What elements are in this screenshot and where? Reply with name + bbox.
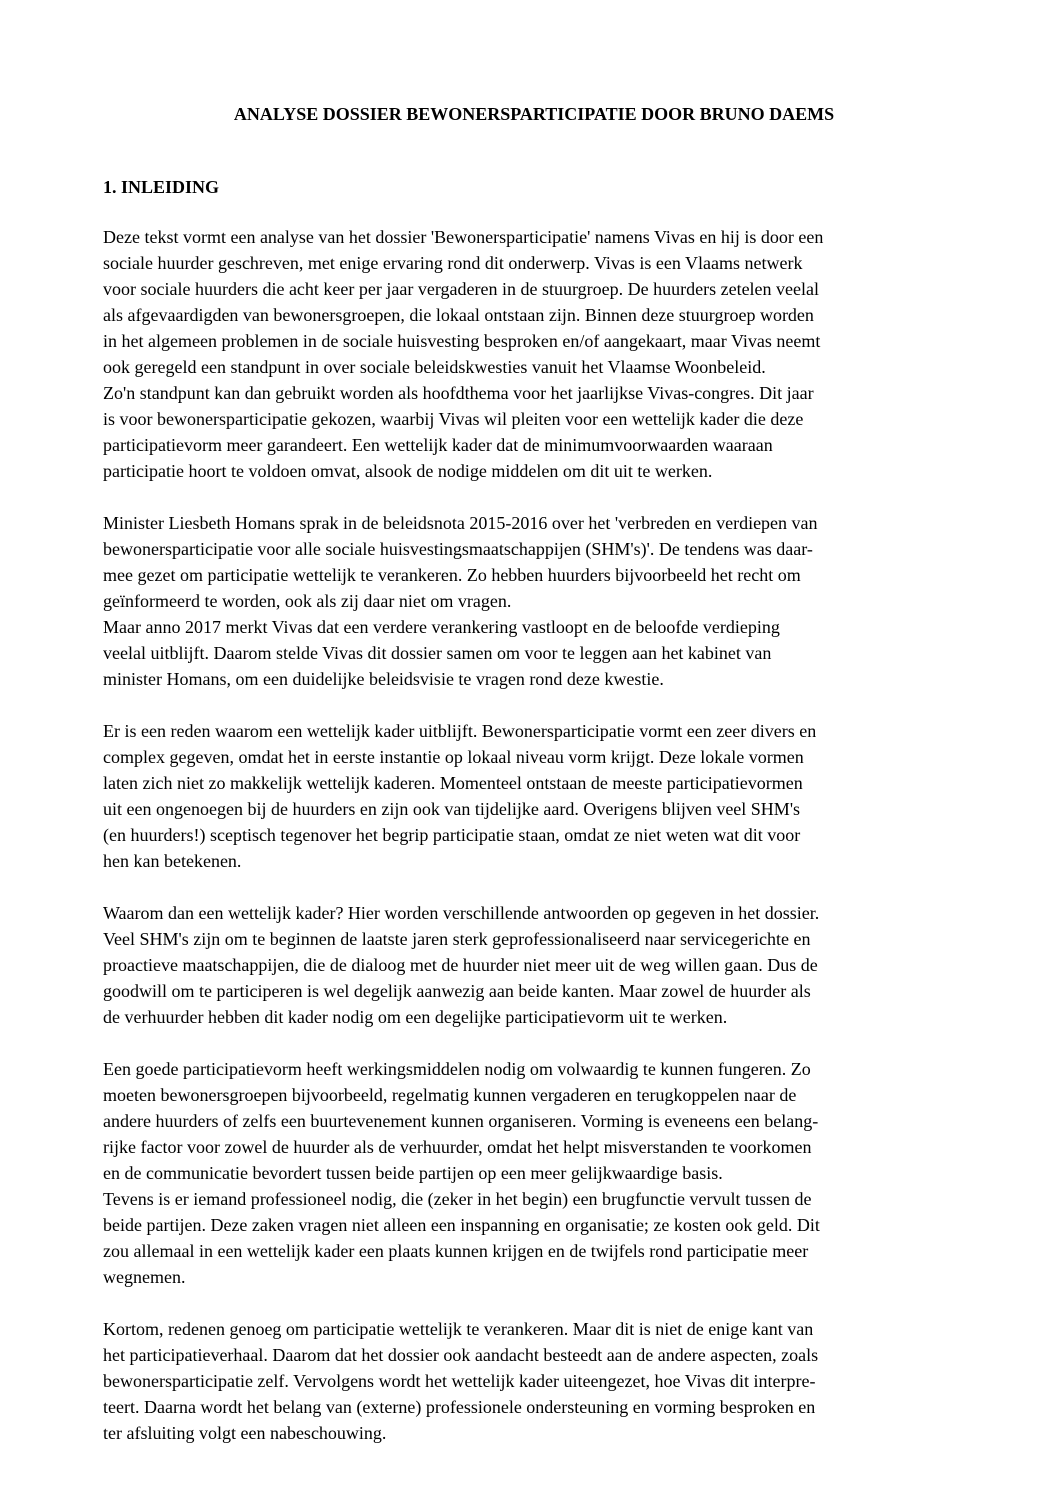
paragraph-line: Er is een reden waarom een wettelijk kader uitblijft. Bewonersparticipatie vormt een zeer divers en (103, 721, 817, 741)
paragraph-6 (103, 1316, 965, 1446)
paragraph-line: participatie hoort te voldoen omvat, alsook de nodige middelen om dit uit te werken. (103, 461, 713, 481)
paragraph-line: Deze tekst vormt een analyse van het dossier 'Bewonersparticipatie' namens Vivas en hij is door een (103, 227, 824, 247)
paragraph-line: Veel SHM's zijn om te beginnen de laatste jaren sterk geprofessionaliseerd naar servicegerichte en (103, 929, 811, 949)
paragraph-line: teert. Daarna wordt het belang van (externe) professionele ondersteuning en vorming besproken en (103, 1397, 816, 1417)
paragraph-line: het participatieverhaal. Daarom dat het dossier ook aandacht besteedt aan de andere aspecten, zoals (103, 1345, 819, 1365)
paragraph-line: laten zich niet zo makkelijk wettelijk kaderen. Momenteel ontstaan de meeste participatievormen (103, 773, 803, 793)
paragraph-line: veelal uitblijft. Daarom stelde Vivas dit dossier samen om voor te leggen aan het kabinet van (103, 643, 772, 663)
paragraph-line: voor sociale huurders die acht keer per jaar vergaderen in de stuurgroep. De huurders zetelen veelal (103, 279, 820, 299)
paragraph-line: bewonersparticipatie zelf. Vervolgens wordt het wettelijk kader uiteengezet, hoe Vivas dit interpre- (103, 1371, 816, 1391)
paragraph-line: en de communicatie bevordert tussen beide partijen op een meer gelijkwaardige basis. (103, 1163, 723, 1183)
paragraph-line: als afgevaardigden van bewonersgroepen, die lokaal ontstaan zijn. Binnen deze stuurgroep worden (103, 305, 814, 325)
paragraph-line: Zo'n standpunt kan dan gebruikt worden als hoofdthema voor het jaarlijkse Vivas-congres. Dit jaar (103, 383, 814, 403)
paragraph-line: wegnemen. (103, 1267, 186, 1287)
paragraph-2 (103, 510, 965, 692)
paragraph-5 (103, 1056, 965, 1290)
paragraph-line: proactieve maatschappijen, die de dialoog met de huurder niet meer uit de weg willen gaan. Dus de (103, 955, 818, 975)
paragraph-line: Een goede participatievorm heeft werkingsmiddelen nodig om volwaardig te kunnen fungeren. Zo (103, 1059, 811, 1079)
paragraph-line: sociale huurder geschreven, met enige ervaring rond dit onderwerp. Vivas is een Vlaams netwerk (103, 253, 803, 273)
paragraph-line: in het algemeen problemen in de sociale huisvesting besproken en/of aangekaart, maar Vivas neemt (103, 331, 821, 351)
paragraph-line: Maar anno 2017 merkt Vivas dat een verdere verankering vastloopt en de beloofde verdieping (103, 617, 780, 637)
page-content (103, 101, 965, 1472)
paragraph-line: ter afsluiting volgt een nabeschouwing. (103, 1423, 387, 1443)
paragraph-line: complex gegeven, omdat het in eerste instantie op lokaal niveau vorm krijgt. Deze lokale vormen (103, 747, 804, 767)
paragraph-line: (en huurders!) sceptisch tegenover het begrip participatie staan, omdat ze niet weten wat dit voor (103, 825, 801, 845)
paragraph-line: geïnformeerd te worden, ook als zij daar niet om vragen. (103, 591, 512, 611)
paragraph-4 (103, 900, 965, 1030)
paragraph-line: goodwill om te participeren is wel degelijk aanwezig aan beide kanten. Maar zowel de huurder als (103, 981, 811, 1001)
paragraph-line: de verhuurder hebben dit kader nodig om een degelijke participatievorm uit te werken. (103, 1007, 728, 1027)
paragraph-line: bewonersparticipatie voor alle sociale huisvestingsmaatschappijen (SHM's)'. De tendens was daar- (103, 539, 813, 559)
paragraph-line: hen kan betekenen. (103, 851, 242, 871)
paragraph-line: moeten bewonersgroepen bijvoorbeeld, regelmatig kunnen vergaderen en terugkoppelen naar de (103, 1085, 797, 1105)
paragraph-line: beide partijen. Deze zaken vragen niet alleen een inspanning en organisatie; ze kosten ook geld. Dit (103, 1215, 820, 1235)
paragraph-line: minister Homans, om een duidelijke beleidsvisie te vragen rond deze kwestie. (103, 669, 664, 689)
paragraph-line: zou allemaal in een wettelijk kader een plaats kunnen krijgen en de twijfels rond participatie meer (103, 1241, 809, 1261)
paragraph-line: uit een ongenoegen bij de huurders en zijn ook van tijdelijke aard. Overigens blijven veel SHM's (103, 799, 801, 819)
paragraph-line: mee gezet om participatie wettelijk te verankeren. Zo hebben huurders bijvoorbeeld het recht om (103, 565, 801, 585)
paragraph-line: Waarom dan een wettelijk kader? Hier worden verschillende antwoorden op gegeven in het dossier. (103, 903, 820, 923)
paragraph-1 (103, 224, 965, 484)
paragraph-3 (103, 718, 965, 874)
paragraph-line: Kortom, redenen genoeg om participatie wettelijk te verankeren. Maar dit is niet de enige kant van (103, 1319, 814, 1339)
paragraph-line: is voor bewonersparticipatie gekozen, waarbij Vivas wil pleiten voor een wettelijk kader die deze (103, 409, 804, 429)
paragraph-line: andere huurders of zelfs een buurtevenement kunnen organiseren. Vorming is eveneens een belang- (103, 1111, 819, 1131)
section-heading: 1. INLEIDING (103, 177, 220, 197)
paragraph-line: Minister Liesbeth Homans sprak in de beleidsnota 2015-2016 over het 'verbreden en verdiepen van (103, 513, 818, 533)
paragraph-line: rijke factor voor zowel de huurder als de verhuurder, omdat het helpt misverstanden te voorkomen (103, 1137, 812, 1157)
paragraph-line: participatievorm meer garandeert. Een wettelijk kader dat de minimumvoorwaarden waaraan (103, 435, 773, 455)
document-title: ANALYSE DOSSIER BEWONERSPARTICIPATIE DOOR BRUNO DAEMS (233, 104, 835, 124)
section-body (103, 224, 965, 1446)
paragraph-line: ook geregeld een standpunt in over sociale beleidskwesties vanuit het Vlaamse Woonbeleid. (103, 357, 766, 377)
paragraph-line: Tevens is er iemand professioneel nodig, die (zeker in het begin) een brugfunctie vervult tussen de (103, 1189, 812, 1209)
